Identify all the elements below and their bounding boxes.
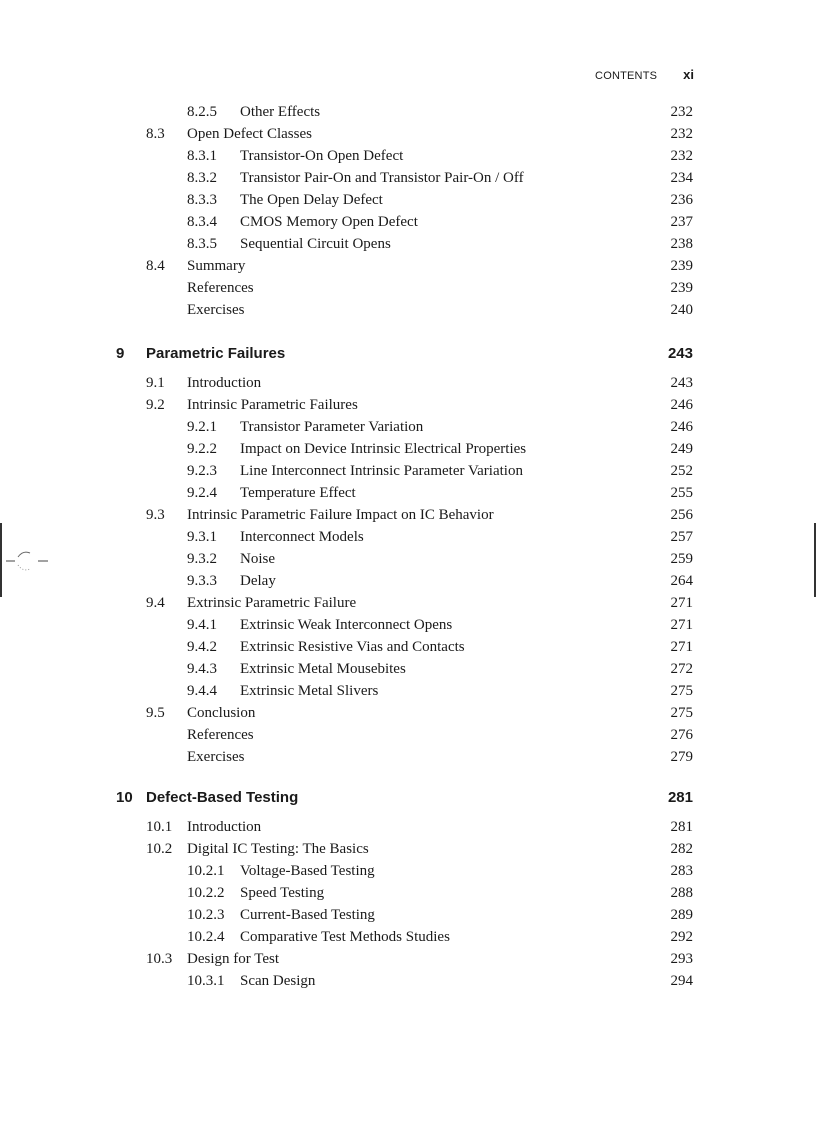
entry-title: CMOS Memory Open Defect xyxy=(240,214,418,230)
entry-number: 8.3.3 xyxy=(187,192,217,208)
entry-page: 282 xyxy=(670,841,693,857)
toc-entry xyxy=(0,460,816,482)
entry-title: Temperature Effect xyxy=(240,485,356,501)
toc-entry xyxy=(0,548,816,570)
entry-number: 10.2 xyxy=(146,841,173,857)
toc-entry xyxy=(0,860,816,882)
entry-title: Defect-Based Testing xyxy=(146,789,299,806)
entry-number: 9.4.1 xyxy=(187,617,217,633)
entry-page: 281 xyxy=(667,789,693,806)
entry-number: 9.3 xyxy=(146,507,165,523)
entry-page: 246 xyxy=(670,397,693,413)
toc-entry xyxy=(0,702,816,724)
entry-title: Comparative Test Methods Studies xyxy=(240,929,450,945)
entry-number: 9 xyxy=(116,345,125,362)
entry-title: Extrinsic Metal Slivers xyxy=(240,683,379,699)
toc-entry xyxy=(0,948,816,970)
entry-number: 8.3.4 xyxy=(187,214,217,230)
toc-entry xyxy=(0,255,816,277)
entry-title: Impact on Device Intrinsic Electrical Properties xyxy=(240,441,527,457)
entry-number: 9.3.2 xyxy=(187,551,217,567)
toc-entry xyxy=(0,970,816,992)
entry-title: Extrinsic Resistive Vias and Contacts xyxy=(240,639,465,655)
toc-entry xyxy=(0,926,816,948)
entry-number: 9.5 xyxy=(146,705,165,721)
entry-page: 289 xyxy=(670,907,693,923)
toc-entry xyxy=(0,145,816,167)
entry-number: 9.2 xyxy=(146,397,165,413)
entry-number: 9.2.3 xyxy=(187,463,217,479)
entry-title: Noise xyxy=(240,551,275,567)
entry-number: 9.3.3 xyxy=(187,573,217,589)
entry-page: 239 xyxy=(670,258,693,274)
entry-title: Design for Test xyxy=(187,951,279,967)
entry-page: 271 xyxy=(670,617,693,633)
running-head xyxy=(595,67,694,82)
entry-number: 9.4.4 xyxy=(187,683,217,699)
toc-entry xyxy=(0,123,816,145)
entry-number: 8.3.1 xyxy=(187,148,217,164)
entry-title: References xyxy=(187,280,254,296)
toc-entry xyxy=(0,746,816,768)
entry-page: 275 xyxy=(670,683,693,699)
entry-page: 293 xyxy=(670,951,693,967)
entry-number: 10.2.1 xyxy=(187,863,225,879)
entry-page: 249 xyxy=(670,441,693,457)
entry-title: Transistor-On Open Defect xyxy=(240,148,404,164)
entry-page: 238 xyxy=(670,236,693,252)
entry-page: 256 xyxy=(670,507,693,523)
entry-title: Introduction xyxy=(187,819,262,835)
entry-page: 252 xyxy=(670,463,693,479)
entry-number: 9.2.2 xyxy=(187,441,217,457)
chapter-heading xyxy=(0,787,816,809)
entry-page: 283 xyxy=(670,863,693,879)
entry-number: 10.3.1 xyxy=(187,973,225,989)
toc-entry xyxy=(0,504,816,526)
toc-entry xyxy=(0,277,816,299)
toc-entry xyxy=(0,167,816,189)
entry-page: 255 xyxy=(670,485,693,501)
entry-title: Summary xyxy=(187,258,246,274)
entry-number: 8.4 xyxy=(146,258,165,274)
toc-entry xyxy=(0,438,816,460)
toc-entry xyxy=(0,816,816,838)
entry-number: 10 xyxy=(116,789,133,806)
entry-number: 9.4 xyxy=(146,595,165,611)
entry-title: Delay xyxy=(240,573,276,589)
entry-title: Voltage-Based Testing xyxy=(240,863,375,879)
entry-title: Conclusion xyxy=(187,705,256,721)
entry-page: 240 xyxy=(670,302,693,318)
entry-page: 276 xyxy=(670,727,693,743)
entry-number: 8.2.5 xyxy=(187,104,217,120)
toc-entry xyxy=(0,680,816,702)
toc-entry xyxy=(0,882,816,904)
entry-page: 232 xyxy=(670,104,693,120)
entry-page: 279 xyxy=(670,749,693,765)
page-number: xi xyxy=(683,67,694,82)
entry-title: Digital IC Testing: The Basics xyxy=(187,841,369,857)
entry-page: 259 xyxy=(670,551,693,567)
chapter-heading xyxy=(0,343,816,365)
entry-title: Line Interconnect Intrinsic Parameter Variation xyxy=(240,463,523,479)
toc-entry xyxy=(0,570,816,592)
toc-entry xyxy=(0,592,816,614)
entry-page: 243 xyxy=(670,375,693,391)
toc-entry xyxy=(0,394,816,416)
entry-page: 243 xyxy=(667,345,693,362)
entry-number: 10.3 xyxy=(146,951,173,967)
toc-entry xyxy=(0,372,816,394)
entry-number: 8.3 xyxy=(146,126,165,142)
toc-entry xyxy=(0,189,816,211)
entry-number: 10.1 xyxy=(146,819,173,835)
entry-number: 8.3.5 xyxy=(187,236,217,252)
entry-title: Sequential Circuit Opens xyxy=(240,236,391,252)
entry-number: 10.2.2 xyxy=(187,885,225,901)
toc-entry xyxy=(0,636,816,658)
entry-page: 232 xyxy=(670,126,693,142)
entry-title: Extrinsic Metal Mousebites xyxy=(240,661,406,677)
entry-number: 9.2.1 xyxy=(187,419,217,435)
entry-title: Exercises xyxy=(187,302,245,318)
entry-title: Intrinsic Parametric Failure Impact on IC Behavior xyxy=(187,507,494,523)
entry-title: Transistor Parameter Variation xyxy=(240,419,424,435)
entry-title: Current-Based Testing xyxy=(240,907,375,923)
entry-number: 9.2.4 xyxy=(187,485,217,501)
entry-page: 257 xyxy=(670,529,693,545)
toc-entry xyxy=(0,614,816,636)
entry-title: Other Effects xyxy=(240,104,321,120)
entry-title: Open Defect Classes xyxy=(187,126,312,142)
entry-page: 232 xyxy=(670,148,693,164)
entry-page: 281 xyxy=(670,819,693,835)
entry-page: 236 xyxy=(670,192,693,208)
entry-title: Parametric Failures xyxy=(146,345,286,362)
entry-number: 9.1 xyxy=(146,375,165,391)
entry-page: 294 xyxy=(670,973,693,989)
entry-page: 275 xyxy=(670,705,693,721)
entry-number: 8.3.2 xyxy=(187,170,217,186)
toc-entry xyxy=(0,101,816,123)
entry-title: Transistor Pair-On and Transistor Pair-On / Off xyxy=(240,170,524,186)
toc-entry xyxy=(0,658,816,680)
toc-entry xyxy=(0,416,816,438)
toc-entry xyxy=(0,724,816,746)
entry-number: 9.4.2 xyxy=(187,639,217,655)
running-head-label: CONTENTS xyxy=(595,70,658,82)
entry-page: 292 xyxy=(670,929,693,945)
toc-entry xyxy=(0,838,816,860)
entry-number: 9.3.1 xyxy=(187,529,217,545)
toc-entry xyxy=(0,526,816,548)
entry-page: 288 xyxy=(670,885,693,901)
toc-entry xyxy=(0,904,816,926)
entry-title: Introduction xyxy=(187,375,262,391)
entry-number: 9.4.3 xyxy=(187,661,217,677)
entry-title: Scan Design xyxy=(240,973,316,989)
entry-page: 246 xyxy=(670,419,693,435)
entry-title: Exercises xyxy=(187,749,245,765)
entry-page: 237 xyxy=(670,214,693,230)
entry-number: 10.2.3 xyxy=(187,907,225,923)
entry-number: 10.2.4 xyxy=(187,929,225,945)
entry-page: 234 xyxy=(670,170,693,186)
entry-page: 239 xyxy=(670,280,693,296)
entry-page: 271 xyxy=(670,595,693,611)
toc-entry xyxy=(0,299,816,321)
entry-title: Extrinsic Parametric Failure xyxy=(187,595,357,611)
entry-page: 264 xyxy=(670,573,693,589)
toc-entry xyxy=(0,211,816,233)
entry-page: 272 xyxy=(670,661,693,677)
toc-entry xyxy=(0,482,816,504)
entry-page: 271 xyxy=(670,639,693,655)
entry-title: Speed Testing xyxy=(240,885,325,901)
entry-title: The Open Delay Defect xyxy=(240,192,383,208)
entry-title: Interconnect Models xyxy=(240,529,364,545)
entry-title: References xyxy=(187,727,254,743)
toc-entry xyxy=(0,233,816,255)
entry-title: Extrinsic Weak Interconnect Opens xyxy=(240,617,453,633)
entry-title: Intrinsic Parametric Failures xyxy=(187,397,358,413)
